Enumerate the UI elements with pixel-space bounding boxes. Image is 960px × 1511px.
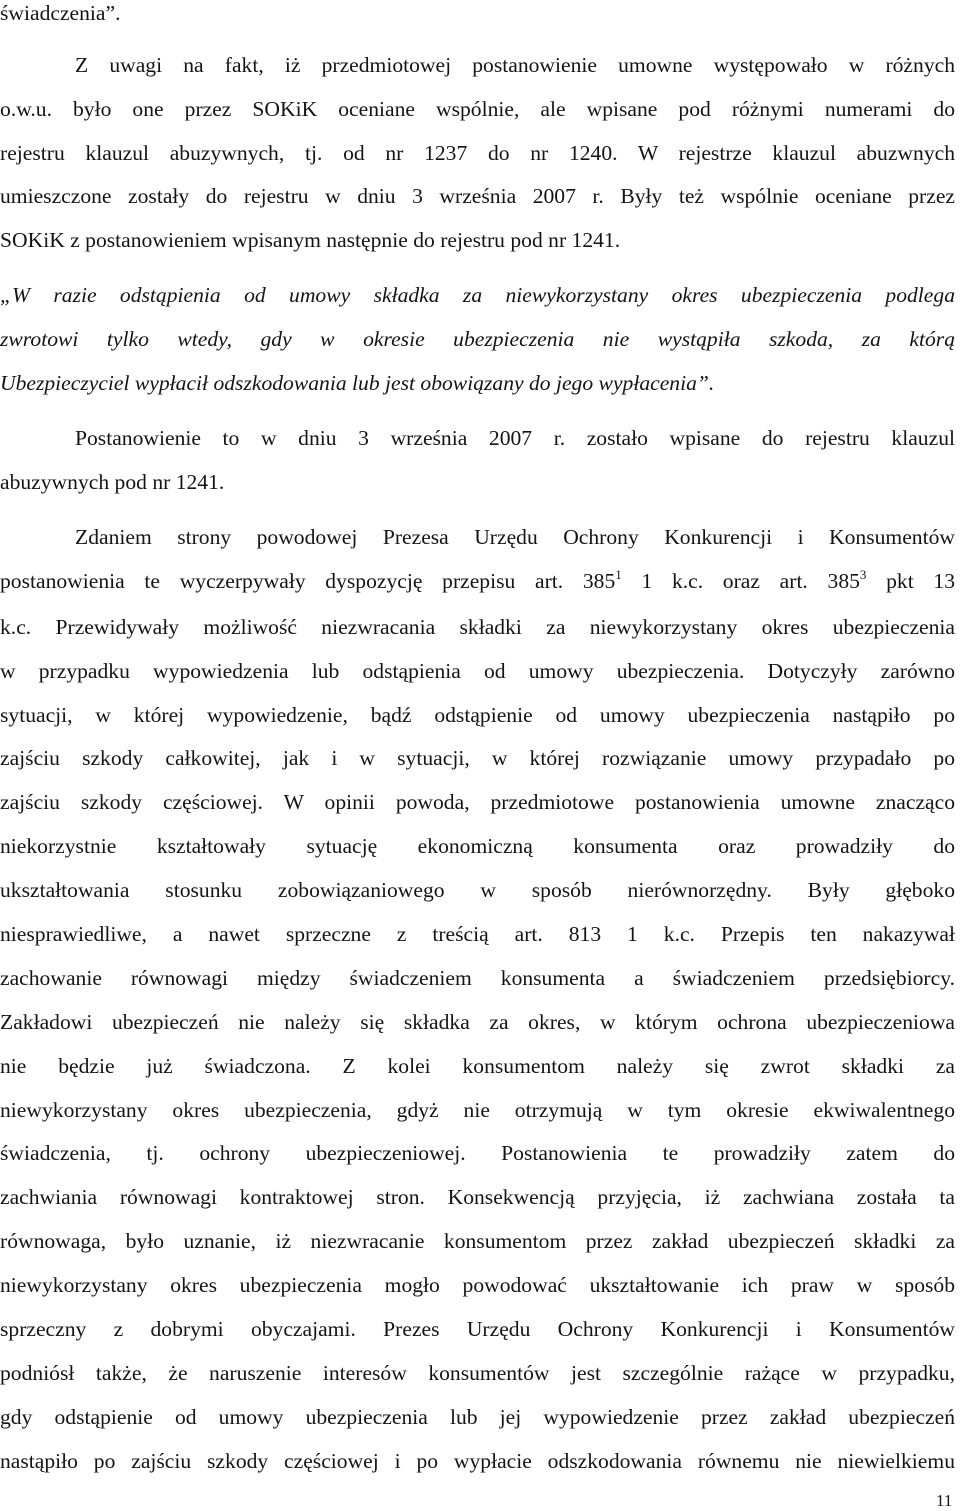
quoted-clause-line: „W razie odstąpienia od umowy składka za niewykorzystany okres ubezpieczenia podlega xyxy=(0,283,955,307)
text-line: niekorzystnie kształtowały sytuację ekonomiczną konsumenta oraz prowadziły do xyxy=(0,834,955,858)
text-line: w przypadku wypowiedzenia lub odstąpienia od umowy ubezpieczenia. Dotyczyły zarówno xyxy=(0,659,955,683)
text-line: gdy odstąpienie od umowy ubezpieczenia lub jej wypowiedzenie przez zakład ubezpieczeń xyxy=(0,1405,955,1429)
text-line: o.w.u. było one przez SOKiK oceniane wspólnie, ale wpisane pod różnymi numerami do xyxy=(0,97,955,121)
text-line: nastąpiło po zajściu szkody częściowej i po wypłacie odszkodowania równemu nie niewielkiemu xyxy=(0,1449,955,1473)
text-segment: 1 k.c. oraz art. 385 xyxy=(621,569,860,593)
text-line: Zakładowi ubezpieczeń nie należy się składka za okres, w którym ochrona ubezpieczeniowa xyxy=(0,1010,955,1034)
text-line: Zdaniem strony powodowej Prezesa Urzędu Ochrony Konkurencji i Konsumentów xyxy=(75,525,955,549)
text-line-with-superscripts xyxy=(0,567,955,593)
text-line: zachowanie równowagi między świadczeniem konsumenta a świadczeniem przedsiębiorcy. xyxy=(0,966,955,990)
text-line: sprzeczny z dobrymi obyczajami. Prezes Urzędu Ochrony Konkurencji i Konsumentów xyxy=(0,1317,955,1341)
text-line: abuzywnych pod nr 1241. xyxy=(0,470,225,494)
text-line: umieszczone zostały do rejestru w dniu 3 września 2007 r. Były też wspólnie oceniane przez xyxy=(0,184,955,208)
text-line: świadczenia”. xyxy=(0,1,121,25)
text-line: równowaga, było uznanie, iż niezwracanie konsumentom przez zakład ubezpieczeń składki za xyxy=(0,1229,955,1253)
text-line: niesprawiedliwe, a nawet sprzeczne z treścią art. 813 1 k.c. Przepis ten nakazywał xyxy=(0,922,955,946)
text-line: sytuacji, w której wypowiedzenie, bądź odstąpienie od umowy ubezpieczenia nastąpiło po xyxy=(0,703,955,727)
text-segment: postanowienia te wyczerpywały dyspozycję przepisu art. 385 xyxy=(0,569,616,593)
text-line: niewykorzystany okres ubezpieczenia, gdyż nie otrzymują w tym okresie ekwiwalentnego xyxy=(0,1098,955,1122)
text-line: k.c. Przewidywały możliwość niezwracania składki za niewykorzystany okres ubezpieczenia xyxy=(0,615,955,639)
text-line: zajściu szkody częściowej. W opinii powoda, przedmiotowe postanowienia umowne znacząco xyxy=(0,790,955,814)
quoted-clause-line: Ubezpieczyciel wypłacił odszkodowania lub jest obowiązany do jego wypłacenia”. xyxy=(0,371,715,395)
superscript: 3 xyxy=(859,567,867,582)
quoted-clause-line: zwrotowi tylko wtedy, gdy w okresie ubezpieczenia nie wystąpiła szkoda, za którą xyxy=(0,327,955,351)
text-line: podniósł także, że naruszenie interesów konsumentów jest szczególnie rażące w przypadku, xyxy=(0,1361,955,1385)
text-line: Postanowienie to w dniu 3 września 2007 r. zostało wpisane do rejestru klauzul xyxy=(75,426,955,450)
text-line: zajściu szkody całkowitej, jak i w sytuacji, w której rozwiązanie umowy przypadało po xyxy=(0,746,955,770)
text-line: Z uwagi na fakt, iż przedmiotowej postanowienie umowne występowało w różnych xyxy=(75,53,955,77)
page-number: 11 xyxy=(936,1491,953,1510)
superscript: 1 xyxy=(615,567,622,582)
text-line: świadczenia, tj. ochrony ubezpieczeniowej. Postanowienia te prowadziły zatem do xyxy=(0,1141,955,1165)
text-segment: pkt 13 xyxy=(866,569,955,593)
text-line: ukształtowania stosunku zobowiązaniowego w sposób nierównorzędny. Były głęboko xyxy=(0,878,955,902)
text-line: niewykorzystany okres ubezpieczenia mogło powodować ukształtowanie ich praw w sposób xyxy=(0,1273,955,1297)
text-line: nie będzie już świadczona. Z kolei konsumentom należy się zwrot składki za xyxy=(0,1054,955,1078)
text-line: rejestru klauzul abuzywnych, tj. od nr 1237 do nr 1240. W rejestrze klauzul abuzwnych xyxy=(0,141,955,165)
text-line: SOKiK z postanowieniem wpisanym następnie do rejestru pod nr 1241. xyxy=(0,228,621,252)
text-line: zachwiania równowagi kontraktowej stron. Konsekwencją przyjęcia, iż zachwiana została ta xyxy=(0,1185,955,1209)
